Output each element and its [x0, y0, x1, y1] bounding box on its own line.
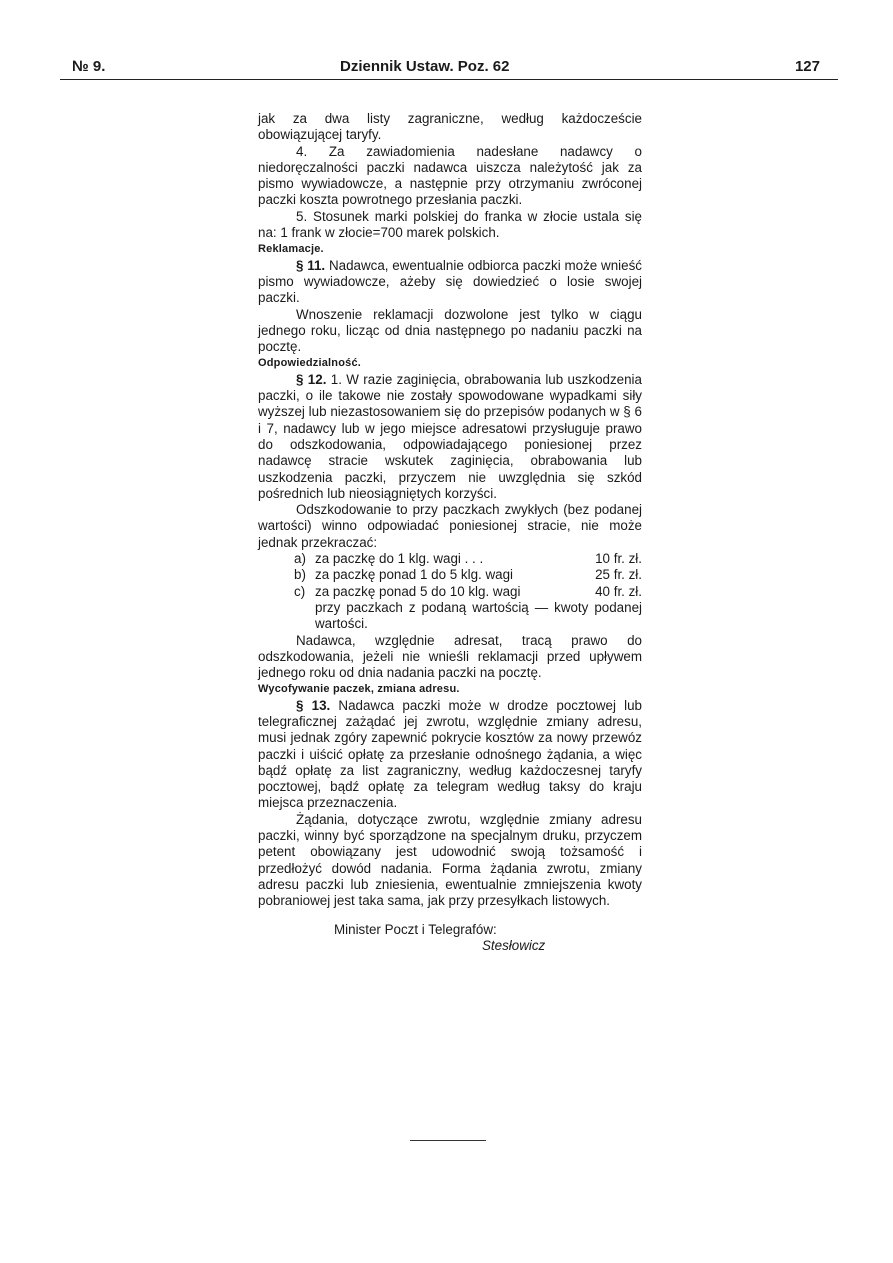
- section-13-label: § 13.: [296, 697, 331, 713]
- limit-label: c): [294, 583, 306, 599]
- limit-amount: 10 fr. zł.: [595, 551, 642, 567]
- limit-item: [258, 567, 642, 583]
- limit-item: [258, 584, 642, 600]
- document-body: [258, 111, 642, 954]
- section-12-paragraph-3: Nadawca, względnie adresat, tracą prawo do odszkodowania, jeżeli nie wnieśli reklamacji przed upływem jednego roku od dnia nadania paczki na pocztę.: [258, 632, 642, 681]
- paragraph-continuation: jak za dwa listy zagraniczne, według każdoczeście obowiązującej taryfy.: [258, 111, 642, 143]
- limit-item: [258, 551, 642, 567]
- limit-amount: 25 fr. zł.: [595, 567, 642, 583]
- paragraph-point-5: 5. Stosunek marki polskiej do franka w złocie ustala się na: 1 frank w złocie=700 marek polskich.: [258, 208, 642, 241]
- section-12-paragraph: [258, 372, 642, 502]
- signature-title: Minister Poczt i Telegrafów:: [334, 921, 497, 937]
- section-heading-wycofywanie: Wycofywanie paczek, zmiana adresu.: [258, 683, 460, 696]
- section-heading-reklamacje: Reklamacje.: [258, 243, 324, 256]
- section-11-label: § 11.: [296, 257, 326, 273]
- section-13-paragraph: [258, 698, 642, 812]
- section-12-text: 1. W razie zaginięcia, obrabowania lub uszkodzenia paczki, o ile takowe nie zostały spowodowane wypadkami siły wyższej lub niezastosowaniem się do przepisów podanych w § 6 i 7, nadawcy lub w jego miejsce adresatowi przysługuje prawo do odszkodowania, odpowiadającego poniesionej przez nadawcę stracie wskutek zaginięcia, obrabowania lub uszkodzenia paczki, przyczem nie uwzględnia się szkód pośrednich lub nieosiągniętych korzyści.: [258, 371, 642, 501]
- section-13-paragraph-2: Żądania, dotyczące zwrotu, względnie zmiany adresu paczki, winny być sporządzone na specjalnym druku, przyczem petent obowiązany jest udowodnić swoją tożsamość i przedłożyć dowód nadania. Forma żądania zwrotu, zmiany adresu paczki lub zniesienia, ewentualnie zmniejszenia kwoty pobraniowej jest taka sama, jak przy przesyłkach listowych.: [258, 811, 642, 909]
- paragraph-point-4: 4. Za zawiadomienia nadesłane nadawcy o niedoręczalności paczki nadawca uiszcza należytość jak za pismo wywiadowcze, a następnie przy otrzymaniu zwróconej paczki koszta powrotnego przesłania paczki.: [258, 143, 642, 208]
- page-number: 127: [794, 58, 820, 75]
- limit-label: a): [294, 551, 306, 567]
- page-header: [72, 58, 820, 80]
- section-11-paragraph-2: Wnoszenie reklamacji dozwolone jest tylko w ciągu jednego roku, licząc od dnia następnego po nadaniu paczki na pocztę.: [258, 306, 642, 355]
- journal-title: Dziennik Ustaw. Poz. 62: [340, 58, 510, 75]
- end-rule: [410, 1140, 486, 1141]
- section-11-text: Nadawca, ewentualnie odbiorca paczki może wnieść pismo wywiadowcze, ażeby się dowiedzieć o losie swojej paczki.: [258, 257, 642, 306]
- limit-amount: 40 fr. zł.: [595, 583, 642, 599]
- limit-text: za paczkę ponad 1 do 5 klg. wagi: [315, 567, 514, 583]
- section-12-paragraph-2: Odszkodowanie to przy paczkach zwykłych (bez podanej wartości) winno odpowiadać poniesionej stracie, nie może jednak przekraczać:: [258, 502, 642, 550]
- header-rule: [60, 79, 838, 80]
- issue-number: № 9.: [72, 58, 106, 75]
- limit-label: b): [294, 567, 306, 583]
- signature-block: [258, 922, 642, 955]
- signature-name: Stesłowicz: [482, 937, 546, 953]
- compensation-limits-list: [258, 551, 642, 600]
- section-heading-odpowiedzialnosc: Odpowiedzialność.: [258, 357, 362, 370]
- section-13-text: Nadawca paczki może w drodze pocztowej lub telegraficznej zażądać jej zwrotu, względnie zmiany adresu, musi jednak zgóry zapewnić pokrycie kosztów za nowy przewóz paczki i uiścić opłatę za przesłanie odnośnego żądania, a więc bądź opłatę za list zagraniczny, według każdoczesnej taryfy pocztowej, bądź opłatę za telegram według taksy do kraju miejsca przeznaczenia.: [258, 697, 642, 811]
- limit-value-note: przy paczkach z podaną wartością — kwoty podanej wartości.: [315, 599, 642, 632]
- section-12-label: § 12.: [296, 371, 327, 387]
- section-11-paragraph: [258, 258, 642, 307]
- limit-text: za paczkę do 1 klg. wagi . . .: [315, 551, 484, 567]
- limit-text: za paczkę ponad 5 do 10 klg. wagi: [315, 583, 521, 599]
